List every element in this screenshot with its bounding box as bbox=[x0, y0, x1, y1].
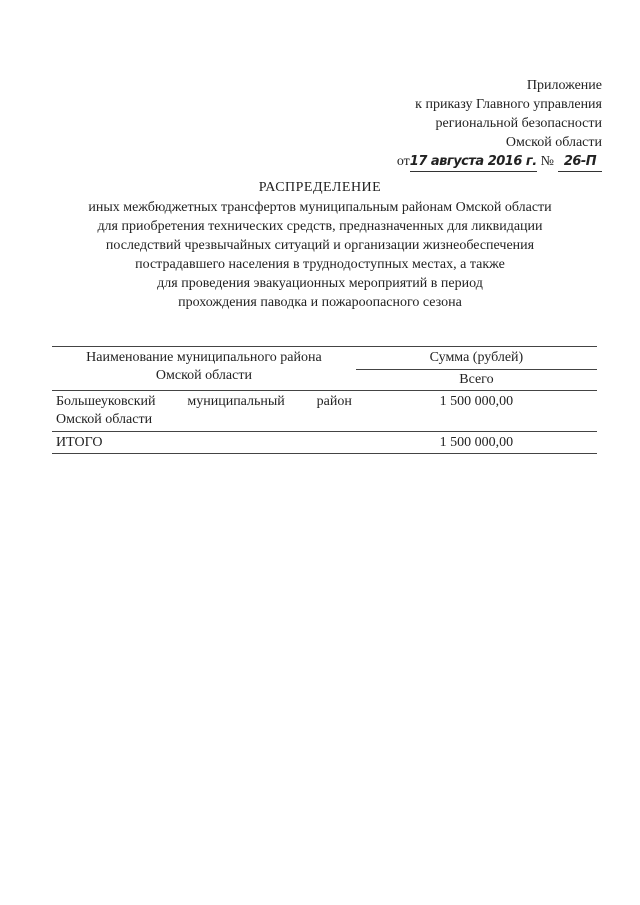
appendix-label: Приложение bbox=[526, 78, 602, 93]
handwritten-date: 17 августа 2016 г. bbox=[410, 152, 537, 172]
handwritten-number: 26-П bbox=[558, 152, 602, 172]
column-subheader-total: Всего bbox=[356, 370, 597, 391]
document-title: РАСПРЕДЕЛЕНИЕ bbox=[258, 180, 382, 195]
district-name-cell bbox=[52, 391, 356, 432]
subtitle-line: последствий чрезвычайных ситуаций и организации жизнеобеспечения bbox=[105, 238, 535, 253]
district-name-word: район bbox=[316, 394, 352, 409]
region-line: Омской области bbox=[505, 135, 602, 150]
subtitle-line: для приобретения технических средств, предназначенных для ликвидации bbox=[97, 219, 543, 234]
total-label-cell: ИТОГО bbox=[52, 432, 356, 454]
date-prefix: от bbox=[396, 154, 410, 169]
appendix-header bbox=[397, 76, 602, 172]
subtitle-line: прохождения паводка и пожароопасного сезона bbox=[178, 295, 462, 310]
number-prefix: № bbox=[540, 154, 554, 169]
column-header-sum: Сумма (рублей) bbox=[356, 347, 597, 370]
district-name-line1 bbox=[56, 393, 352, 411]
district-sum-cell: 1 500 000,00 bbox=[356, 391, 597, 432]
order-date-number bbox=[397, 152, 602, 172]
district-name-line2: Омской области bbox=[56, 412, 153, 427]
subtitle-line: для проведения эвакуационных мероприятий в период bbox=[157, 276, 483, 291]
total-sum-cell: 1 500 000,00 bbox=[356, 432, 597, 454]
order-reference-line: к приказу Главного управления bbox=[415, 97, 602, 112]
column-header-district bbox=[52, 347, 356, 391]
column-header-district-line1: Наименование муниципального района bbox=[86, 350, 322, 365]
department-line: региональной безопасности bbox=[435, 116, 602, 131]
table-header-row bbox=[52, 347, 597, 370]
table-total-row bbox=[52, 432, 597, 454]
table-row bbox=[52, 391, 597, 432]
district-name-word: муниципальный bbox=[187, 394, 285, 409]
district-name-word: Большеуковский bbox=[56, 394, 156, 409]
column-header-district-line2: Омской области bbox=[155, 368, 252, 383]
document-subtitle bbox=[60, 198, 580, 312]
distribution-table bbox=[52, 346, 597, 454]
subtitle-line: иных межбюджетных трансфертов муниципальным районам Омской области bbox=[88, 200, 552, 215]
subtitle-line: пострадавшего населения в труднодоступных местах, а также bbox=[135, 257, 505, 272]
